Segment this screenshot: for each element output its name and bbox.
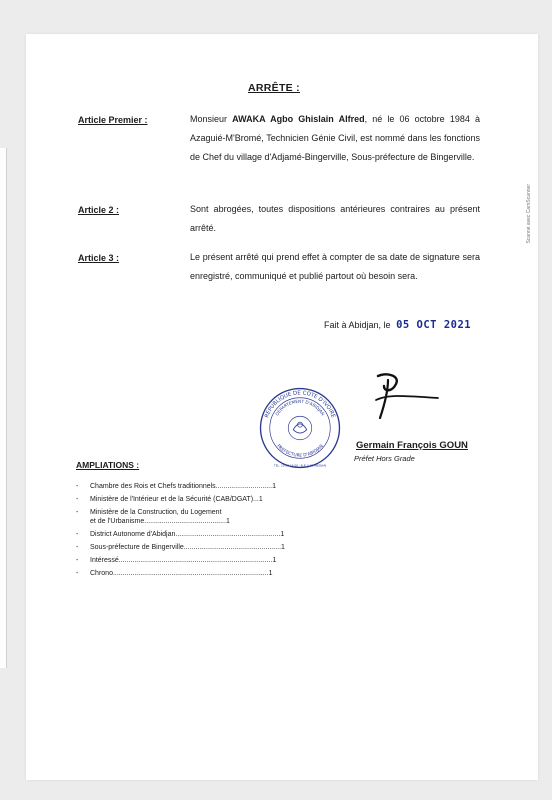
svg-text:REPUBLIQUE DE COTE D'IVOIRE (264, 390, 336, 419)
ampliations-list (76, 482, 336, 582)
ampliation-item: - Ministère de la Construction, du Logement et de l'Urbanisme..........................................1 (76, 509, 230, 525)
article-2-label: Article 2 : (78, 205, 120, 215)
ampliations-title: AMPLIATIONS : (76, 460, 140, 470)
seal-box-text: TEL. 20 22 14 00 - B.P. V 85 ABIDJAN (273, 463, 327, 468)
article-1-text: Monsieur AWAKA Agbo Ghislain Alfred, né le 06 octobre 1984 à Azaguié-M'Bromé, Technicien Génie Civil, est nommé dans les fonctions de Chef du village d'Adjamé-Bingerville, Sous-préfecture de Bingerville. (190, 114, 480, 162)
official-seal (258, 386, 342, 470)
seal-inner-text: DEPARTEMENT D'ABIDJAN (274, 398, 326, 417)
adjacent-page-edge (0, 148, 7, 668)
document-page (26, 34, 538, 780)
place-text: Fait à Abidjan, le (324, 320, 391, 330)
place-and-date (324, 319, 471, 331)
ampliation-item: - Intéressé...............................................................................1 (76, 557, 277, 564)
signature (358, 370, 442, 422)
article-3-label: Article 3 : (78, 253, 120, 263)
seal-outer-text: REPUBLIQUE DE COTE D'IVOIRE (264, 390, 336, 419)
signer-name: Germain François GOUN (356, 440, 468, 451)
signer-title: Préfet Hors Grade (354, 454, 415, 463)
article-1-label: Article Premier : (78, 115, 148, 125)
article-3-text: Le présent arrêté qui prend effet à compter de sa date de signature sera enregistré, communiqué et publié partout où besoin sera. (190, 252, 480, 281)
ampliation-item: - Chambre des Rois et Chefs traditionnels.............................1 (76, 483, 276, 490)
date-stamp: 05 OCT 2021 (396, 319, 472, 331)
ampliation-item: - District Autonome d'Abidjan......................................................1 (76, 531, 285, 538)
scan-watermark: Scanné avec CamScanner (526, 184, 532, 244)
ampliation-item: - Sous-préfecture de Bingerville..................................................1 (76, 544, 285, 551)
article-2-text: Sont abrogées, toutes dispositions antérieures contraires au présent arrêté. (190, 204, 480, 233)
seal-bottom-text: PREFECTURE D'ABIDJAN (275, 443, 325, 459)
ampliation-item: - Chrono................................................................................1 (76, 570, 273, 577)
ampliation-item: - Ministère de l'Intérieur et de la Sécurité (CAB/DGAT)...1 (76, 496, 263, 503)
svg-text:PREFECTURE D'ABIDJAN (275, 443, 324, 459)
document-title: ARRÊTE : (248, 82, 300, 94)
